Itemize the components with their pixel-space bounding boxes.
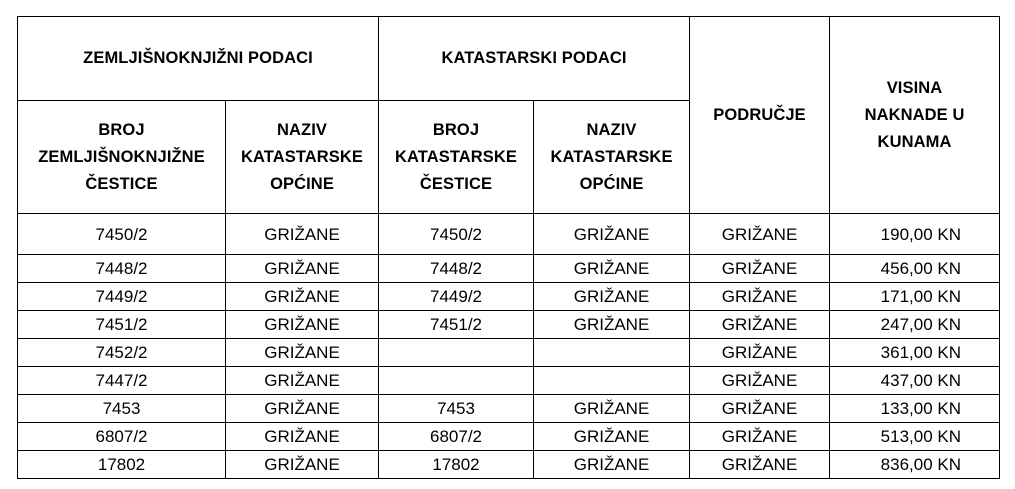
cell-cad-municipality: GRIŽANE: [534, 214, 690, 255]
cell-cad-municipality: GRIŽANE: [534, 311, 690, 339]
header-amount: VISINA NAKNADE U KUNAMA: [830, 17, 1000, 214]
cell-cad-municipality: GRIŽANE: [534, 423, 690, 451]
header-cad-parcel-number: BROJ KATASTARSKE ČESTICE: [379, 101, 534, 214]
cell-cad-parcel: 17802: [379, 451, 534, 479]
cell-lr-municipality: GRIŽANE: [226, 451, 379, 479]
cell-cad-municipality: GRIŽANE: [534, 255, 690, 283]
cell-lr-municipality: GRIŽANE: [226, 395, 379, 423]
cell-amount: 133,00 KN: [830, 395, 1000, 423]
cell-lr-parcel: 7449/2: [18, 283, 226, 311]
cell-lr-parcel: 7448/2: [18, 255, 226, 283]
cell-amount: 836,00 KN: [830, 451, 1000, 479]
table-row: [18, 451, 1000, 479]
table-body: [18, 214, 1000, 479]
cell-lr-municipality: GRIŽANE: [226, 214, 379, 255]
cell-area: GRIŽANE: [690, 423, 830, 451]
table-row: [18, 311, 1000, 339]
header-group-row: [18, 17, 1000, 101]
table-row: [18, 339, 1000, 367]
header-lr-parcel-number: BROJ ZEMLJIŠNOKNJIŽNE ČESTICE: [18, 101, 226, 214]
cell-cad-parcel: 7453: [379, 395, 534, 423]
cell-cad-parcel: [379, 339, 534, 367]
cell-area: GRIŽANE: [690, 214, 830, 255]
cell-area: GRIŽANE: [690, 339, 830, 367]
cell-area: GRIŽANE: [690, 367, 830, 395]
table-row: [18, 283, 1000, 311]
cell-cad-parcel: [379, 367, 534, 395]
cell-amount: 456,00 KN: [830, 255, 1000, 283]
table-header: [18, 17, 1000, 214]
cell-cad-municipality: GRIŽANE: [534, 395, 690, 423]
header-lr-municipality: NAZIV KATASTARSKE OPĆINE: [226, 101, 379, 214]
cell-lr-parcel: 17802: [18, 451, 226, 479]
table-row: [18, 367, 1000, 395]
cell-area: GRIŽANE: [690, 395, 830, 423]
cell-area: GRIŽANE: [690, 255, 830, 283]
table-row: [18, 255, 1000, 283]
cell-lr-parcel: 7451/2: [18, 311, 226, 339]
cell-cad-parcel: 7449/2: [379, 283, 534, 311]
cell-cad-parcel: 6807/2: [379, 423, 534, 451]
cell-lr-municipality: GRIŽANE: [226, 339, 379, 367]
cell-amount: 171,00 KN: [830, 283, 1000, 311]
table-row: [18, 395, 1000, 423]
cell-lr-municipality: GRIŽANE: [226, 367, 379, 395]
cell-area: GRIŽANE: [690, 311, 830, 339]
table-row: [18, 423, 1000, 451]
compensation-table: [17, 16, 1000, 479]
cell-cad-municipality: [534, 339, 690, 367]
cell-lr-parcel: 7452/2: [18, 339, 226, 367]
cell-lr-municipality: GRIŽANE: [226, 423, 379, 451]
cell-lr-municipality: GRIŽANE: [226, 255, 379, 283]
cell-area: GRIŽANE: [690, 451, 830, 479]
cell-cad-municipality: GRIŽANE: [534, 451, 690, 479]
cell-cad-parcel: 7451/2: [379, 311, 534, 339]
header-area: PODRUČJE: [690, 17, 830, 214]
cell-lr-parcel: 7447/2: [18, 367, 226, 395]
cell-lr-parcel: 7450/2: [18, 214, 226, 255]
cell-cad-municipality: [534, 367, 690, 395]
header-cad-municipality: NAZIV KATASTARSKE OPĆINE: [534, 101, 690, 214]
cell-lr-parcel: 6807/2: [18, 423, 226, 451]
header-cadastral-group: KATASTARSKI PODACI: [379, 17, 690, 101]
cell-amount: 361,00 KN: [830, 339, 1000, 367]
cell-lr-municipality: GRIŽANE: [226, 311, 379, 339]
cell-lr-parcel: 7453: [18, 395, 226, 423]
cell-cad-parcel: 7448/2: [379, 255, 534, 283]
cell-area: GRIŽANE: [690, 283, 830, 311]
cell-amount: 190,00 KN: [830, 214, 1000, 255]
cell-lr-municipality: GRIŽANE: [226, 283, 379, 311]
table-row: [18, 214, 1000, 255]
cell-cad-parcel: 7450/2: [379, 214, 534, 255]
cell-amount: 513,00 KN: [830, 423, 1000, 451]
cell-cad-municipality: GRIŽANE: [534, 283, 690, 311]
header-land-registry-group: ZEMLJIŠNOKNJIŽNI PODACI: [18, 17, 379, 101]
cell-amount: 247,00 KN: [830, 311, 1000, 339]
cell-amount: 437,00 KN: [830, 367, 1000, 395]
